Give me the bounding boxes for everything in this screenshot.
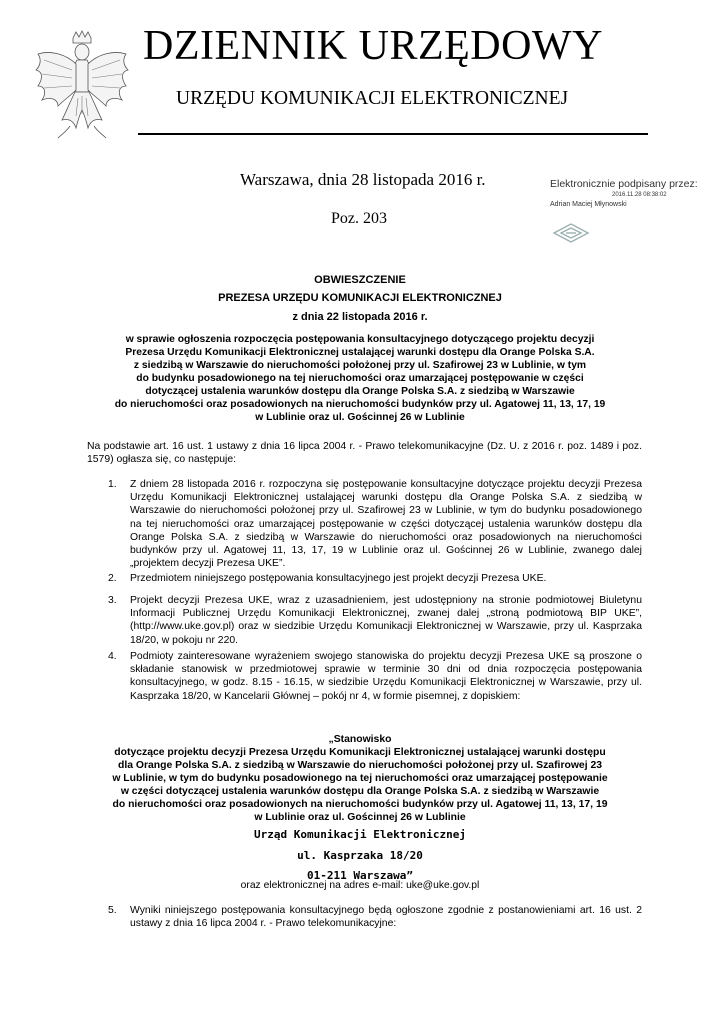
journal-subtitle: URZĘDU KOMUNIKACJI ELEKTRONICZNEJ <box>176 88 569 109</box>
list-item-text: Z dniem 28 listopada 2016 r. rozpoczyna się postępowanie konsultacyjne dotyczące projektu decyzji Prezesa Urzędu Komunikacji Elektronicznej ustalającej warunki dostępu dla Orange Polska S.A. z siedzibą w Warszawie do nieruchomości położonej przy ul. Szafirowej 23 w Lublinie, w tym do budynku posadowionego na tej nieruchomości oraz umarzającej postępowanie w części dotyczącej ustalenia warunków dostępu dla Orange Polska S.A. z siedzibą w Warszawie do nieruchomości oraz posadowionych na nieruchomości budynków przy ul. Agatowej 11, 13, 17, 19 w Lublinie oraz ul. Gościnnej 26 w Lublinie, zwanego dalej „projektem decyzji Prezesa UKE”. <box>130 479 642 570</box>
statement-line: w części dotyczącej ustalenia warunków dostępu dla Orange Polska S.A. z siedzibą w Warszawie <box>120 786 600 797</box>
statement-line: dla Orange Polska S.A. z siedzibą w Warszawie do nieruchomości położonej przy ul. Szafirowej 23 <box>117 760 603 771</box>
header-divider <box>138 133 648 135</box>
list-item <box>108 572 642 585</box>
statement-line: „Stanowisko <box>328 734 392 745</box>
list-item-number: 1. <box>108 479 117 490</box>
statement-heading-block <box>80 733 640 824</box>
list-item-number: 5. <box>108 905 117 916</box>
list-item <box>108 650 642 703</box>
list-item-text: Wyniki niniejszego postępowania konsultacyjnego będą ogłoszone zgodnie z postanowieniami art. 16 ust. 2 ustawy z dnia 16 lipca 2004 r. - Prawo telekomunikacyjne: <box>130 905 642 930</box>
list-item-text: Podmioty zainteresowane wyrażeniem swojego stanowiska do projektu decyzji Prezesa UKE są proszone o składanie stanowisk w przedmiotowej sprawie w terminie 30 dni od dnia rozpoczęcia postępowania konsultacyjnego, w godz. 8.15 - 16.15, w siedzibie Urzędu Komunikacji Elektronicznej w Warszawie, przy ul. Kasprzaka 18/20, w Kancelarii Głównej – pokój nr 4, w formie pisemnej, z dopiskiem: <box>130 651 642 702</box>
email-line: oraz elektronicznej na adres e-mail: uke@uke.gov.pl <box>240 880 480 891</box>
address-street: ul. Kasprzaka 18/20 <box>297 849 423 862</box>
address-city: 01-211 Warszawa” <box>307 869 413 882</box>
eagle-emblem-icon <box>32 30 132 142</box>
heading-date: z dnia 22 listopada 2016 r. <box>292 311 428 323</box>
subject-line: Prezesa Urzędu Komunikacji Elektronicznej ustalającej warunki dostępu dla Orange Polska S.A. <box>125 347 595 358</box>
date-line: Warszawa, dnia 28 listopada 2016 r. <box>240 170 486 189</box>
subject-line: do budynku posadowionego na tej nieruchomości oraz umarzającej postępowanie w części <box>136 373 584 384</box>
list-item <box>108 478 642 570</box>
statement-line: w Lublinie, w tym do budynku posadowionego na tej nieruchomości oraz umarzającej postępowanie <box>112 773 608 784</box>
subject-line: dotyczącej ustalenia warunków dostępu dla Orange Polska S.A. z siedzibą w Warszawie <box>145 386 575 397</box>
heading-announcement: OBWIESZCZENIE <box>314 274 406 286</box>
signature-timestamp: 2016.11.28 08:38:02 <box>612 192 667 198</box>
list-item-text: Projekt decyzji Prezesa UKE, wraz z uzasadnieniem, jest udostępniony na stronie podmiotowej Biuletynu Informacji Publicznej Urzędu Komunikacji Elektronicznej, zwanej dalej „stroną podmiotową BIP UKE”, (http://www.uke.gov.pl) oraz w siedzibie Urzędu Komunikacji Elektronicznej w Warszawie, przy ul. Kasprzaka 18/20, w pokoju nr 220. <box>130 595 642 646</box>
statement-line: dotyczące projektu decyzji Prezesa Urzędu Komunikacji Elektronicznej ustalającej warunki dostępu <box>114 747 606 758</box>
journal-title: DZIENNIK URZĘDOWY <box>143 23 603 69</box>
list-item <box>108 594 642 647</box>
list-item-number: 3. <box>108 595 117 606</box>
signature-title: Elektronicznie podpisany przez: <box>550 178 698 190</box>
address-office: Urząd Komunikacji Elektronicznej <box>254 828 466 841</box>
subject-line: do nieruchomości oraz posadowionych na nieruchomości budynków przy ul. Agatowej 11, 13, 17, 19 <box>114 399 606 410</box>
list-item <box>108 904 642 930</box>
intro-paragraph: Na podstawie art. 16 ust. 1 ustawy z dnia 16 lipca 2004 r. - Prawo telekomunikacyjne (Dz. U. z 2016 r. poz. 1489 i poz. 1579) ogłasza się, co następuje: <box>87 441 642 466</box>
list-item-text: Przedmiotem niniejszego postępowania konsultacyjnego jest projekt decyzji Prezesa UKE. <box>130 573 547 584</box>
statement-line: do nieruchomości oraz posadowionych na nieruchomości budynków przy ul. Agatowej 11, 13, 17, 19 <box>112 799 608 810</box>
list-item-number: 4. <box>108 651 117 662</box>
signature-logo-icon <box>552 222 590 244</box>
subject-block <box>80 333 640 424</box>
list-item-number: 2. <box>108 573 117 584</box>
subject-line: z siedzibą w Warszawie do nieruchomości położonej przy ul. Szafirowej 23 w Lublinie, w tym <box>133 360 587 371</box>
heading-authority: PREZESA URZĘDU KOMUNIKACJI ELEKTRONICZNEJ <box>218 292 502 304</box>
statement-line: w Lublinie oraz ul. Gościnnej 26 w Lublinie <box>254 812 466 823</box>
signature-name: Adrian Maciej Młynowski <box>550 201 627 208</box>
subject-line: w Lublinie oraz ul. Gościnnej 26 w Lublinie <box>255 412 465 423</box>
subject-line: w sprawie ogłoszenia rozpoczęcia postępowania konsultacyjnego dotyczącego projektu decyzji <box>125 334 595 345</box>
position-number: Poz. 203 <box>331 210 387 227</box>
